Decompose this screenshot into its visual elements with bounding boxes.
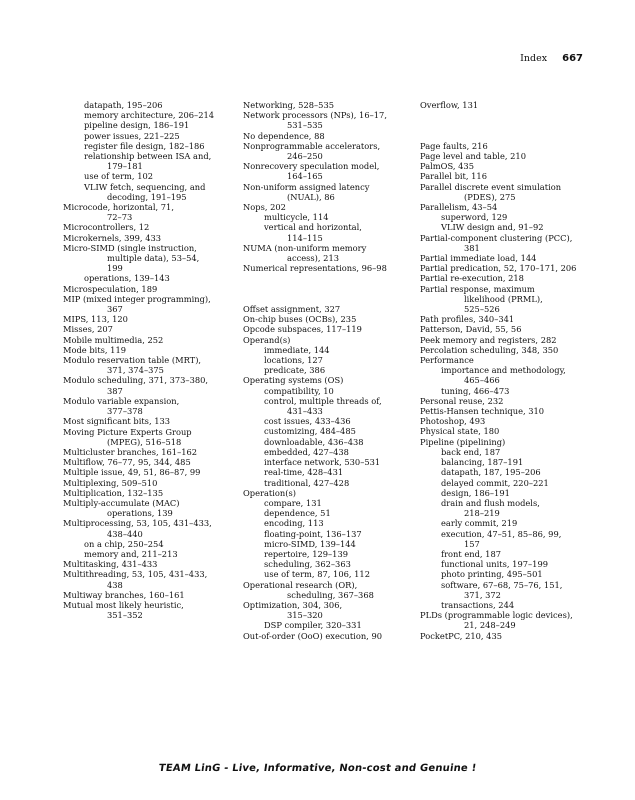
entry-text: On-chip buses (OCBs), 235 [243, 314, 357, 325]
entry-text: Modulo scheduling, 371, 373–380, [63, 375, 209, 386]
section-title: Index [520, 53, 548, 64]
index-entry [420, 100, 600, 110]
entry-text: power issues, 221–225 [84, 130, 180, 141]
entry-text: Operational research (OR), [243, 579, 358, 590]
index-entry [420, 396, 600, 406]
entry-text: vertical and horizontal, [264, 222, 362, 233]
entry-text: Path profiles, 340–341 [420, 314, 515, 325]
entry-text: Non-uniform assigned latency [243, 181, 370, 192]
entry-continuation: 315–320 [287, 610, 323, 621]
entry-text: Mode bits, 119 [63, 344, 127, 355]
entry-text: datapath, 187, 195–206 [441, 467, 541, 478]
index-entry [243, 324, 413, 334]
entry-continuation: (NUAL), 86 [287, 191, 335, 202]
index-subentry [63, 100, 233, 110]
index-subentry [243, 529, 413, 539]
index-entry [420, 345, 600, 355]
entry-continuation: 387 [107, 385, 123, 396]
entry-text: Parallel discrete event simulation [420, 181, 562, 192]
index-entry [243, 304, 413, 314]
index-entry [420, 406, 600, 416]
index-subentry [243, 345, 413, 355]
entry-text: multicycle, 114 [264, 212, 329, 223]
index-entry [243, 182, 413, 202]
entry-text: control, multiple threads of, [264, 395, 382, 406]
index-subentry [243, 498, 413, 508]
index-entry [63, 498, 233, 518]
entry-text: compare, 131 [264, 497, 322, 508]
entry-continuation: 157 [464, 538, 480, 549]
index-entry [63, 324, 233, 334]
entry-text: Parallelism, 43–54 [420, 202, 498, 213]
index-entry [63, 375, 233, 395]
entry-text: Overflow, 131 [420, 100, 479, 110]
entry-text: register file design, 182–186 [84, 140, 205, 151]
entry-text: Partial re-execution, 218 [420, 273, 524, 284]
index-entry [63, 559, 233, 569]
entry-text: use of term, 102 [84, 171, 154, 182]
index-subentry [63, 131, 233, 141]
index-subentry [420, 529, 600, 549]
entry-text: PLDs (programmable logic devices), [420, 610, 573, 621]
entry-text: operations, 139–143 [84, 273, 170, 284]
entry-continuation: scheduling, 367–368 [287, 589, 374, 600]
entry-continuation: decoding, 191–195 [107, 191, 187, 202]
entry-continuation: 531–535 [287, 120, 323, 131]
index-entry [63, 355, 233, 375]
index-subentry [420, 569, 600, 579]
entry-continuation: 377–378 [107, 406, 143, 417]
index-subentry [420, 457, 600, 467]
index-subentry [243, 518, 413, 528]
entry-text: DSP compiler, 320–331 [264, 620, 362, 631]
entry-text: real-time, 428–431 [264, 467, 344, 478]
index-subentry [63, 141, 233, 151]
index-entry [420, 426, 600, 436]
entry-text: superword, 129 [441, 212, 508, 223]
index-entry [63, 314, 233, 324]
entry-text: Networking, 528–535 [243, 100, 334, 110]
entry-text: customizing, 484–485 [264, 426, 356, 437]
entry-continuation: 371, 374–375 [107, 365, 164, 376]
index-entry [420, 253, 600, 263]
entry-text: Parallel bit, 116 [420, 171, 487, 182]
index-entry [63, 396, 233, 416]
index-entry [420, 610, 600, 630]
index-subentry [420, 447, 600, 457]
index-entry [420, 233, 600, 253]
entry-text: Patterson, David, 55, 56 [420, 324, 522, 335]
entry-text: interface network, 530–531 [264, 457, 381, 468]
index-subentry [243, 447, 413, 457]
index-subentry [63, 273, 233, 283]
entry-text: on a chip, 250–254 [84, 538, 164, 549]
entry-text: tuning, 466–473 [441, 385, 510, 396]
entry-text: PocketPC, 210, 435 [420, 630, 503, 641]
entry-continuation: 431–433 [287, 406, 323, 417]
index-entry [63, 416, 233, 426]
entry-text: Multiple issue, 49, 51, 86–87, 99 [63, 467, 201, 478]
entry-text: Mobile multimedia, 252 [63, 334, 164, 345]
entry-text: MIP (mixed integer programming), [63, 293, 211, 304]
entry-text: Microcontrollers, 12 [63, 222, 150, 233]
index-entry [420, 324, 600, 334]
entry-continuation: 72–73 [107, 212, 133, 223]
index-entry [420, 273, 600, 283]
index-entry [420, 416, 600, 426]
footer-watermark: TEAM LinG - Live, Informative, Non-cost and Genuine ! [157, 763, 478, 774]
index-subentry [243, 386, 413, 396]
index-entry [63, 243, 233, 274]
entry-text: early commit, 219 [441, 518, 518, 529]
entry-text: use of term, 87, 106, 112 [264, 569, 370, 580]
index-subentry [243, 355, 413, 365]
entry-text: Partial response, maximum [420, 283, 535, 294]
entry-continuation: 114–115 [287, 232, 323, 243]
entry-continuation: 438 [107, 579, 123, 590]
index-entry [243, 100, 413, 110]
index-subentry [420, 222, 600, 232]
entry-text: memory and, 211–213 [84, 548, 178, 559]
entry-text: Multiplexing, 509–510 [63, 477, 158, 488]
entry-text: predicate, 386 [264, 365, 326, 376]
index-subentry [243, 569, 413, 579]
entry-text: Multiplication, 132–135 [63, 487, 164, 498]
entry-continuation: 164–165 [287, 171, 323, 182]
entry-text: Multiply-accumulate (MAC) [63, 497, 180, 508]
index-entry [63, 222, 233, 232]
entry-text: immediate, 144 [264, 344, 330, 355]
index-subentry [243, 559, 413, 569]
entry-text: compatibility, 10 [264, 385, 334, 396]
index-subentry [420, 365, 600, 385]
entry-text: Partial predication, 52, 170–171, 206 [420, 263, 577, 274]
entry-continuation: 465–466 [464, 375, 500, 386]
index-subentry [420, 212, 600, 222]
index-entry [63, 345, 233, 355]
entry-text: Personal reuse, 232 [420, 395, 504, 406]
entry-text: execution, 47–51, 85–86, 99, [441, 528, 562, 539]
index-subentry [63, 151, 233, 171]
entry-continuation: 381 [464, 242, 480, 253]
entry-continuation: 218–219 [464, 508, 500, 519]
entry-continuation: 246–250 [287, 151, 323, 162]
entry-text: Moving Picture Experts Group [63, 426, 192, 437]
entry-text: Operand(s) [243, 334, 291, 345]
index-subentry [243, 222, 413, 242]
entry-text: Optimization, 304, 306, [243, 599, 343, 610]
index-subentry [63, 120, 233, 130]
index-entry [420, 182, 600, 202]
index-subentry [420, 518, 600, 528]
entry-continuation: 199 [107, 263, 123, 274]
index-subentry [243, 426, 413, 436]
entry-text: floating-point, 136–137 [264, 528, 362, 539]
entry-continuation: 438–440 [107, 528, 143, 539]
index-entry [63, 569, 233, 589]
entry-text: Multitasking, 431–433 [63, 559, 158, 570]
entry-text: Microcode, horizontal, 71, [63, 202, 174, 213]
entry-text: transactions, 244 [441, 599, 515, 610]
index-entry [420, 437, 600, 447]
entry-text: NUMA (non-uniform memory [243, 242, 367, 253]
entry-text: encoding, 113 [264, 518, 324, 529]
index-subentry [420, 559, 600, 569]
entry-text: Most significant bits, 133 [63, 416, 171, 427]
index-entry [63, 488, 233, 498]
entry-text: Mutual most likely heuristic, [63, 599, 184, 610]
entry-text: Page level and table, 210 [420, 151, 526, 161]
entry-continuation: access), 213 [287, 253, 340, 264]
entry-text: scheduling, 362–363 [264, 559, 351, 570]
entry-text: Micro-SIMD (single instruction, [63, 242, 197, 253]
entry-text: memory architecture, 206–214 [84, 110, 215, 121]
index-entry [420, 284, 600, 315]
index-entry [420, 141, 600, 151]
entry-text: dependence, 51 [264, 508, 331, 519]
index-entry [63, 590, 233, 600]
entry-text: embedded, 427–438 [264, 446, 349, 457]
entry-text: Modulo reservation table (MRT), [63, 355, 202, 366]
index-subentry [243, 457, 413, 467]
entry-continuation: 179–181 [107, 161, 143, 172]
index-entry [63, 467, 233, 477]
entry-text: software, 67–68, 75–76, 151, [441, 579, 563, 590]
index-subentry [63, 549, 233, 559]
index-subentry [63, 110, 233, 120]
index-subentry [243, 508, 413, 518]
entry-text: Nonprogrammable accelerators, [243, 140, 381, 151]
index-entry [243, 631, 413, 641]
entry-text: repertoire, 129–139 [264, 548, 349, 559]
index-entry [420, 335, 600, 345]
entry-continuation: 371, 372 [464, 589, 501, 600]
entry-continuation: operations, 139 [107, 508, 173, 519]
entry-text: Offset assignment, 327 [243, 304, 341, 315]
entry-text: functional units, 197–199 [441, 559, 548, 570]
index-entry [63, 233, 233, 243]
entry-text: Multiflow, 76–77, 95, 344, 485 [63, 457, 191, 468]
entry-continuation: 525–526 [464, 304, 500, 315]
index-subentry [243, 478, 413, 488]
index-entry [243, 600, 413, 620]
entry-text: Operating systems (OS) [243, 375, 344, 386]
entry-text: VLIW fetch, sequencing, and [84, 181, 206, 192]
entry-text: balancing, 187–191 [441, 457, 524, 468]
entry-text: Partial-component clustering (PCC), [420, 232, 573, 243]
entry-text: Page faults, 216 [420, 140, 488, 151]
entry-text: Microkernels, 399, 433 [63, 232, 162, 243]
index-entry [63, 202, 233, 222]
entry-text: Multiprocessing, 53, 105, 431–433, [63, 518, 212, 529]
index-entry [420, 151, 600, 161]
entry-text: Out-of-order (OoO) execution, 90 [243, 630, 383, 641]
entry-text: drain and flush models, [441, 497, 540, 508]
index-entry [243, 488, 413, 498]
index-subentry [420, 488, 600, 498]
entry-text: photo printing, 495–501 [441, 569, 543, 580]
letter-group-gap [243, 273, 413, 304]
entry-text: Nonrecovery speculation model, [243, 161, 380, 172]
index-entry [63, 600, 233, 620]
entry-text: front end, 187 [441, 548, 502, 559]
entry-text: traditional, 427–428 [264, 477, 350, 488]
index-entry [420, 355, 600, 365]
index-entry [63, 447, 233, 457]
entry-text: Photoshop, 493 [420, 416, 486, 427]
index-subentry [420, 386, 600, 396]
index-column-3 [420, 100, 600, 641]
index-entry [243, 161, 413, 181]
entry-text: MIPS, 113, 120 [63, 314, 128, 325]
entry-text: cost issues, 433–436 [264, 416, 351, 427]
entry-continuation: 351–352 [107, 610, 143, 621]
index-subentry [63, 171, 233, 181]
index-subentry [63, 539, 233, 549]
index-entry [243, 202, 413, 212]
entry-text: downloadable, 436–438 [264, 436, 364, 447]
entry-text: delayed commit, 220–221 [441, 477, 549, 488]
index-column-1 [63, 100, 233, 620]
index-entry [243, 110, 413, 130]
index-subentry [420, 600, 600, 610]
entry-text: Network processors (NPs), 16–17, [243, 110, 387, 121]
entry-text: VLIW design and, 91–92 [441, 222, 544, 233]
index-entry [420, 161, 600, 171]
index-entry [420, 631, 600, 641]
entry-text: Modulo variable expansion, [63, 395, 180, 406]
entry-text: Multiway branches, 160–161 [63, 589, 185, 600]
index-subentry [243, 416, 413, 426]
index-entry [420, 171, 600, 181]
index-entry [420, 202, 600, 212]
index-entry [63, 294, 233, 314]
entry-continuation: (PDES), 275 [464, 191, 516, 202]
index-entry [243, 131, 413, 141]
index-entry [63, 427, 233, 447]
entry-text: Percolation scheduling, 348, 350 [420, 344, 559, 355]
index-entry [63, 284, 233, 294]
entry-text: relationship between ISA and, [84, 151, 212, 162]
letter-group-gap [420, 110, 600, 141]
entry-continuation: likelihood (PRML), [464, 293, 543, 304]
index-subentry [243, 437, 413, 447]
entry-text: design, 186–191 [441, 487, 510, 498]
index-entry [420, 314, 600, 324]
entry-text: back end, 187 [441, 446, 501, 457]
index-subentry [243, 365, 413, 375]
index-subentry [420, 467, 600, 477]
entry-text: Misses, 207 [63, 324, 113, 335]
index-column-2 [243, 100, 413, 641]
entry-continuation: multiple data), 53–54, [107, 253, 200, 264]
entry-text: Multithreading, 53, 105, 431–433, [63, 569, 208, 580]
entry-text: Multicluster branches, 161–162 [63, 446, 198, 457]
entry-text: Operation(s) [243, 487, 296, 498]
index-subentry [243, 212, 413, 222]
index-entry [243, 335, 413, 345]
entry-text: Opcode subspaces, 117–119 [243, 324, 362, 335]
index-subentry [420, 580, 600, 600]
entry-text: Nops, 202 [243, 202, 286, 213]
entry-text: Pipeline (pipelining) [420, 436, 506, 447]
index-entry [243, 314, 413, 324]
entry-continuation: 367 [107, 304, 123, 315]
index-entry [63, 518, 233, 538]
index-subentry [243, 620, 413, 630]
entry-text: PalmOS, 435 [420, 161, 474, 172]
entry-text: Numerical representations, 96–98 [243, 263, 387, 274]
index-entry [63, 335, 233, 345]
entry-text: Peek memory and registers, 282 [420, 334, 557, 345]
entry-text: importance and methodology, [441, 365, 566, 376]
index-entry [420, 263, 600, 273]
index-subentry [243, 396, 413, 416]
running-header [520, 53, 583, 64]
entry-text: Performance [420, 355, 474, 366]
entry-continuation: (MPEG), 516–518 [107, 436, 182, 447]
index-entry [243, 375, 413, 385]
entry-text: Physical state, 180 [420, 426, 500, 437]
index-subentry [420, 478, 600, 488]
index-entry [243, 243, 413, 263]
index-entry [63, 457, 233, 467]
index-subentry [243, 467, 413, 477]
entry-text: micro-SIMD, 139–144 [264, 538, 356, 549]
page-number: 667 [562, 53, 583, 64]
index-entry [63, 478, 233, 488]
entry-text: Partial immediate load, 144 [420, 253, 537, 264]
entry-text: pipeline design, 186–191 [84, 120, 190, 131]
entry-continuation: 21, 248–249 [464, 620, 516, 631]
index-subentry [243, 539, 413, 549]
index-subentry [63, 182, 233, 202]
index-entry [243, 580, 413, 600]
index-subentry [420, 549, 600, 559]
entry-text: Pettis-Hansen technique, 310 [420, 406, 545, 417]
index-subentry [420, 498, 600, 518]
entry-text: locations, 127 [264, 355, 323, 366]
index-entry [243, 141, 413, 161]
entry-text: No dependence, 88 [243, 130, 325, 141]
entry-text: Microspeculation, 189 [63, 283, 158, 294]
index-subentry [243, 549, 413, 559]
index-entry [243, 263, 413, 273]
entry-text: datapath, 195–206 [84, 100, 163, 110]
